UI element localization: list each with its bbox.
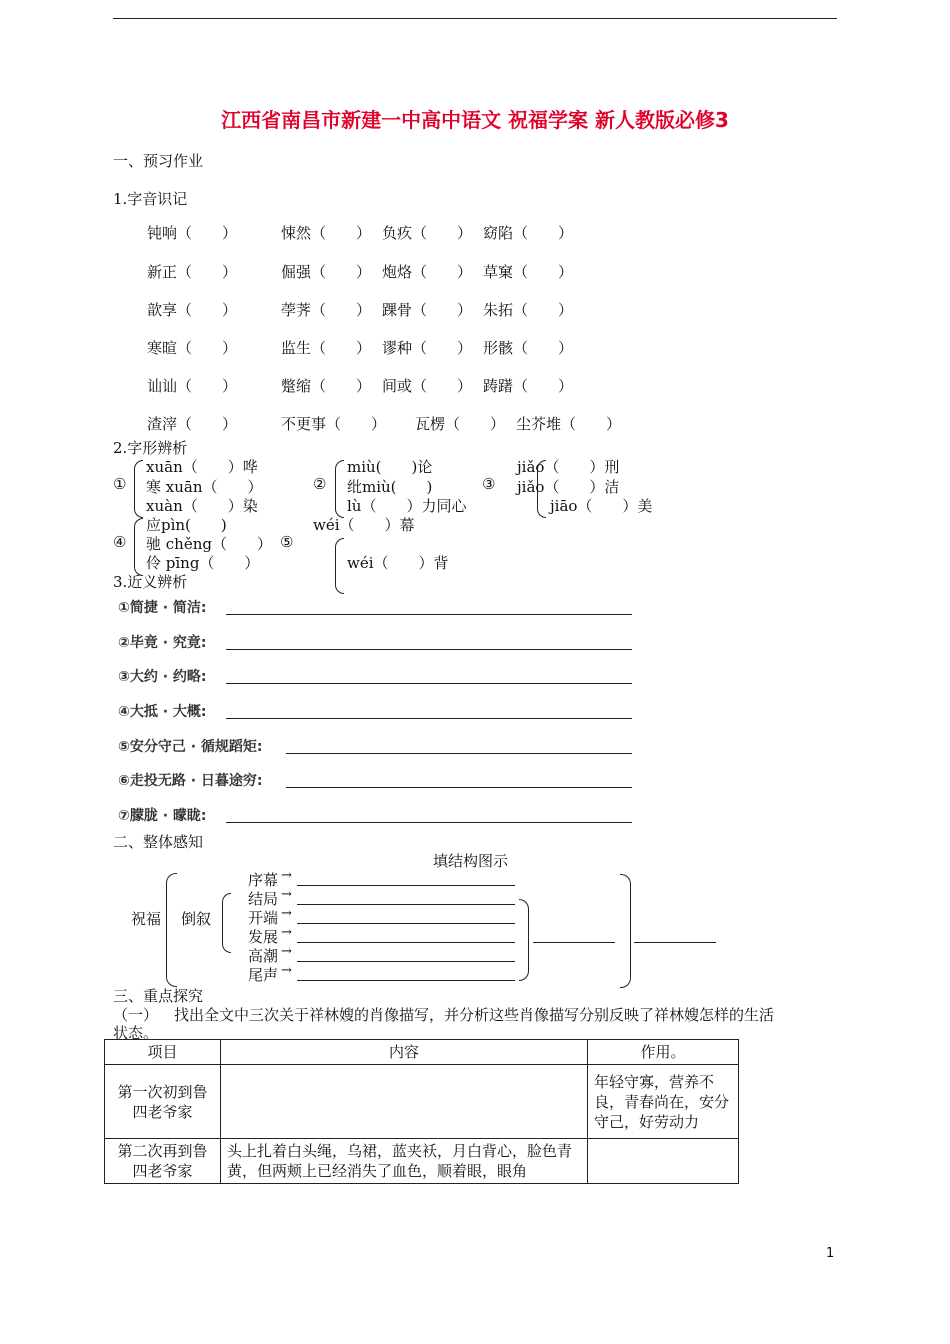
table-row <box>105 1139 739 1184</box>
arrow-icon: → <box>281 925 292 940</box>
answer-line[interactable] <box>226 683 632 684</box>
synonym-pair-label: ⑦朦胧 · 曚眬: <box>118 808 207 824</box>
table-cell-item: 第一次初到鲁四老爷家 <box>105 1065 221 1139</box>
answer-line[interactable] <box>226 822 632 823</box>
table-header-row <box>105 1040 739 1065</box>
table-header-content: 内容 <box>221 1040 588 1065</box>
diagram-right-brace-2 <box>620 874 631 988</box>
group4-number: ④ <box>113 533 127 551</box>
group3-line2: jiǎo（ ）洁 <box>517 478 620 496</box>
group5-number: ⑤ <box>280 533 294 551</box>
table-row <box>105 1065 739 1139</box>
diagram-blank-line[interactable] <box>297 885 515 886</box>
diagram-item-label: 发展 <box>248 928 279 946</box>
pronunciation-item[interactable]: 瓦楞（ ） <box>415 415 506 433</box>
group5-line1: wéi（ ）幕 <box>313 516 415 534</box>
portrait-table <box>104 1039 739 1184</box>
diagram-item-label: 尾声 <box>248 966 279 984</box>
synonym-pair-label: ②毕竟 · 究竟: <box>118 635 207 651</box>
answer-line[interactable] <box>286 753 632 754</box>
pronunciation-item[interactable]: 窈陷（ ） <box>483 224 574 242</box>
synonym-pair-label: ④大抵 · 大概: <box>118 704 207 720</box>
arrow-icon: → <box>281 906 292 921</box>
pronunciation-item[interactable]: 谬种（ ） <box>382 339 473 357</box>
table-header-effect: 作用。 <box>588 1040 739 1065</box>
pronunciation-item[interactable]: 朱拓（ ） <box>483 301 574 319</box>
pronunciation-item[interactable]: 钝响（ ） <box>147 224 238 242</box>
synonym-pair-label: ⑥走投无路 · 日暮途穷: <box>118 773 263 789</box>
group4-line3: 伶 pīng（ ） <box>146 554 260 572</box>
table-cell-content[interactable] <box>221 1065 588 1139</box>
diagram-blank-2[interactable] <box>634 942 716 943</box>
q3-heading: 3.近义辨析 <box>113 573 188 591</box>
q2-heading: 2.字形辨析 <box>113 439 188 457</box>
pronunciation-item[interactable]: 尘芥堆（ ） <box>516 415 622 433</box>
group3-line3: jiāo（ ）美 <box>550 497 653 515</box>
section2-heading: 二、整体感知 <box>113 833 204 851</box>
pronunciation-item[interactable]: 草窠（ ） <box>483 263 574 281</box>
group2-brace <box>335 460 344 518</box>
page-number: 1 <box>826 1246 835 1261</box>
diagram-root-brace <box>166 873 177 987</box>
pronunciation-item[interactable]: 监生（ ） <box>281 339 372 357</box>
synonym-pair-label: ③大约 · 约略: <box>118 669 207 685</box>
section1-heading: 一、预习作业 <box>113 152 204 170</box>
arrow-icon: → <box>281 963 292 978</box>
diagram-blank-line[interactable] <box>297 942 515 943</box>
group5-brace <box>335 538 344 594</box>
diagram-blank-line[interactable] <box>297 961 515 962</box>
pronunciation-item[interactable]: 负疚（ ） <box>382 224 473 242</box>
pronunciation-item[interactable]: 间或（ ） <box>382 377 473 395</box>
group2-line1: miù( )论 <box>347 458 433 476</box>
group1-line3: xuàn（ ）染 <box>146 497 258 515</box>
group1-brace <box>134 460 143 518</box>
group5-line2: wéi（ ）背 <box>347 554 449 572</box>
pronunciation-item[interactable]: 蹩缩（ ） <box>281 377 372 395</box>
diagram-blank-line[interactable] <box>297 923 515 924</box>
diagram-title: 填结构图示 <box>433 852 509 870</box>
arrow-icon: → <box>281 887 292 902</box>
pronunciation-item[interactable]: 悚然（ ） <box>281 224 372 242</box>
diagram-mid: 倒叙 <box>181 910 212 928</box>
header-rule <box>113 18 837 19</box>
group1-line1: xuān（ ）哗 <box>146 458 258 476</box>
section3-heading: 三、重点探究 <box>113 987 204 1005</box>
table-cell-effect[interactable] <box>588 1139 739 1184</box>
table-cell-content: 头上扎着白头绳，乌裙，蓝夹袄，月白背心，脸色青黄，但两颊上已经消失了血色，顺着眼，眼角 <box>221 1139 588 1184</box>
pronunciation-item[interactable]: 踌躇（ ） <box>483 377 574 395</box>
diagram-root: 祝福 <box>131 910 162 928</box>
answer-line[interactable] <box>226 649 632 650</box>
group2-line3: lù（ ）力同心 <box>347 497 467 515</box>
diagram-right-brace-1 <box>519 899 529 981</box>
pronunciation-item[interactable]: 倔强（ ） <box>281 263 372 281</box>
q1-continuation: 状态。 <box>113 1024 159 1042</box>
arrow-icon: → <box>281 944 292 959</box>
diagram-item-label: 结局 <box>248 890 279 908</box>
pronunciation-item[interactable]: 踝骨（ ） <box>382 301 473 319</box>
group3-line1: jiǎo（ ）刑 <box>517 458 620 476</box>
group4-brace <box>134 518 143 576</box>
table-cell-item: 第二次再到鲁四老爷家 <box>105 1139 221 1184</box>
diagram-item-label: 开端 <box>248 909 279 927</box>
diagram-blank-line[interactable] <box>297 980 515 981</box>
pronunciation-item[interactable]: 形骸（ ） <box>483 339 574 357</box>
group4-line1: 应pìn( ) <box>146 516 227 534</box>
group1-number: ① <box>113 475 127 493</box>
pronunciation-item[interactable]: 新正（ ） <box>147 263 238 281</box>
table-cell-effect: 年轻守寡，营养不良，青春尚在，安分守己，好劳动力 <box>588 1065 739 1139</box>
diagram-mid-brace <box>222 893 231 953</box>
pronunciation-item[interactable]: 寒暄（ ） <box>147 339 238 357</box>
group2-line2: 纰miù( ) <box>347 478 433 496</box>
q1-heading: 1.字音识记 <box>113 190 188 208</box>
pronunciation-item[interactable]: 不更事（ ） <box>281 415 387 433</box>
arrow-icon: → <box>281 868 292 883</box>
synonym-pair-label: ⑤安分守己 · 循规蹈矩: <box>118 739 263 755</box>
q1-text: 找出全文中三次关于祥林嫂的肖像描写，并分析这些肖像描写分别反映了祥林嫂怎样的生活 <box>174 1006 775 1024</box>
diagram-blank-1[interactable] <box>533 942 615 943</box>
pronunciation-item[interactable]: 讪讪（ ） <box>147 377 238 395</box>
answer-line[interactable] <box>226 614 632 615</box>
pronunciation-item[interactable]: 渣滓（ ） <box>147 415 238 433</box>
group3-number: ③ <box>482 475 496 493</box>
pronunciation-item[interactable]: 歆享（ ） <box>147 301 238 319</box>
table-header-item: 项目 <box>105 1040 221 1065</box>
q1-prefix: （一） <box>113 1006 159 1024</box>
answer-line[interactable] <box>286 787 632 788</box>
diagram-item-label: 序幕 <box>248 871 279 889</box>
group4-line2: 驰 chěng（ ） <box>146 535 272 553</box>
page-title: 江西省南昌市新建一中高中语文 祝福学案 新人教版必修3 <box>221 108 729 132</box>
diagram-blank-line[interactable] <box>297 904 515 905</box>
group1-line2: 寒 xuān（ ） <box>146 478 263 496</box>
pronunciation-item[interactable]: 荸荠（ ） <box>281 301 372 319</box>
group2-number: ② <box>313 475 327 493</box>
answer-line[interactable] <box>226 718 632 719</box>
pronunciation-item[interactable]: 炮烙（ ） <box>382 263 473 281</box>
diagram-item-label: 高潮 <box>248 947 279 965</box>
synonym-pair-label: ①简捷 · 简洁: <box>118 600 207 616</box>
